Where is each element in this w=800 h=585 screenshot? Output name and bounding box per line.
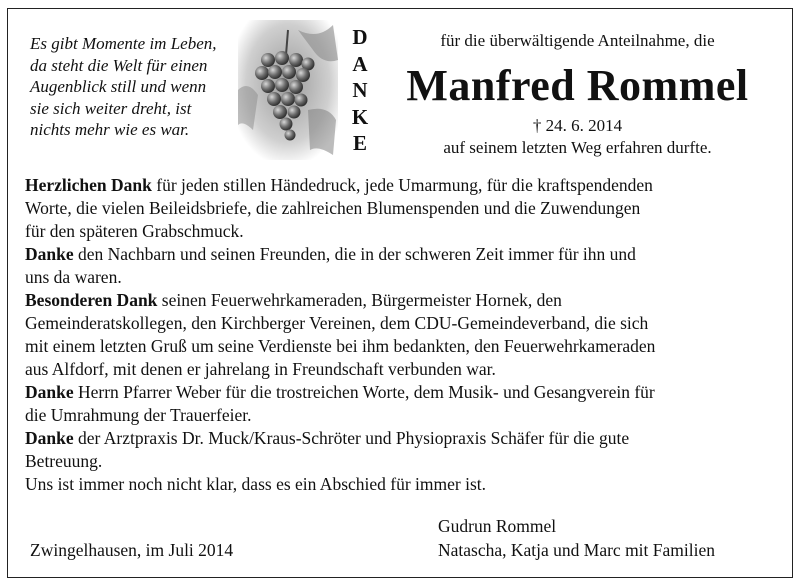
bold-lead: Danke <box>25 428 74 448</box>
bold-lead: Besonderen Dank <box>25 290 158 310</box>
body-line: Betreuung. <box>25 451 103 471</box>
deceased-name: Manfred Rommel <box>406 61 749 110</box>
poem-line: Es gibt Momente im Leben, <box>30 34 217 53</box>
body-line: mit einem letzten Gruß um seine Verdienste bei ihm bedankten, den Feuerwehrkameraden <box>25 336 656 356</box>
body-line: Worte, die vielen Beileidsbriefe, die zahlreichen Blumenspenden und die Zuwendungen <box>25 198 641 218</box>
body-line <box>25 381 785 404</box>
danke-letter: K <box>351 104 369 129</box>
signatory-name: Gudrun Rommel <box>438 516 557 536</box>
signatory-name: Natascha, Katja und Marc mit Familien <box>438 540 716 560</box>
body-line: aus Alfdorf, mit denen er jahrelang in Freundschaft verbunden war. <box>25 359 496 379</box>
body-line: für den späteren Grabschmuck. <box>25 221 244 241</box>
thanks-body <box>25 174 785 496</box>
poem <box>30 33 245 141</box>
bold-lead: Herzlichen Dank <box>25 175 152 195</box>
closing-text: auf seinem letzten Weg erfahren durfte. <box>443 138 712 157</box>
poem-line: Augenblick still und wenn <box>30 77 207 96</box>
body-text: Herrn Pfarrer Weber für die trostreichen Worte, dem Musik- und Gesangverein für <box>73 382 655 402</box>
body-line: Gemeinderatskollegen, den Kirchberger Vereinen, dem CDU-Gemeindeverband, die sich <box>25 313 649 333</box>
body-text: seinen Feuerwehrkameraden, Bürgermeister Hornek, den <box>157 290 562 310</box>
body-line: die Umrahmung der Trauerfeier. <box>25 405 252 425</box>
poem-line: da steht die Welt für einen <box>30 55 208 75</box>
danke-letter: D <box>352 25 368 49</box>
body-line: Uns ist immer noch nicht klar, dass es ein Abschied für immer ist. <box>25 474 487 494</box>
body-line <box>25 174 785 197</box>
body-text: den Nachbarn und seinen Freunden, die in der schweren Zeit immer für ihn und <box>73 244 636 264</box>
body-line <box>25 427 785 450</box>
signatories <box>438 514 715 562</box>
poem-line: nichts mehr wie es war. <box>30 120 190 139</box>
danke-letter: E <box>352 131 367 155</box>
body-text: der Arztpraxis Dr. Muck/Kraus-Schröter und Physiopraxis Schäfer für die gute <box>73 428 630 448</box>
intro-text: für die überwältigende Anteilnahme, die <box>440 31 715 50</box>
header-block <box>380 30 775 159</box>
body-line <box>25 289 785 312</box>
bold-lead: Danke <box>25 382 74 402</box>
poem-line: sie sich weiter dreht, ist <box>30 98 192 118</box>
place-date: Zwingelhausen, im Juli 2014 <box>30 540 234 560</box>
body-text: für jeden stillen Händedruck, jede Umarmung, für die kraftspendenden <box>151 175 653 195</box>
body-line: uns da waren. <box>25 267 122 287</box>
death-date: † 24. 6. 2014 <box>532 116 623 135</box>
danke-letter: N <box>352 78 368 102</box>
bold-lead: Danke <box>25 244 74 264</box>
danke-letter: A <box>352 51 368 76</box>
body-line <box>25 243 785 266</box>
danke-vertical <box>345 24 375 157</box>
grapes-image <box>238 20 338 160</box>
